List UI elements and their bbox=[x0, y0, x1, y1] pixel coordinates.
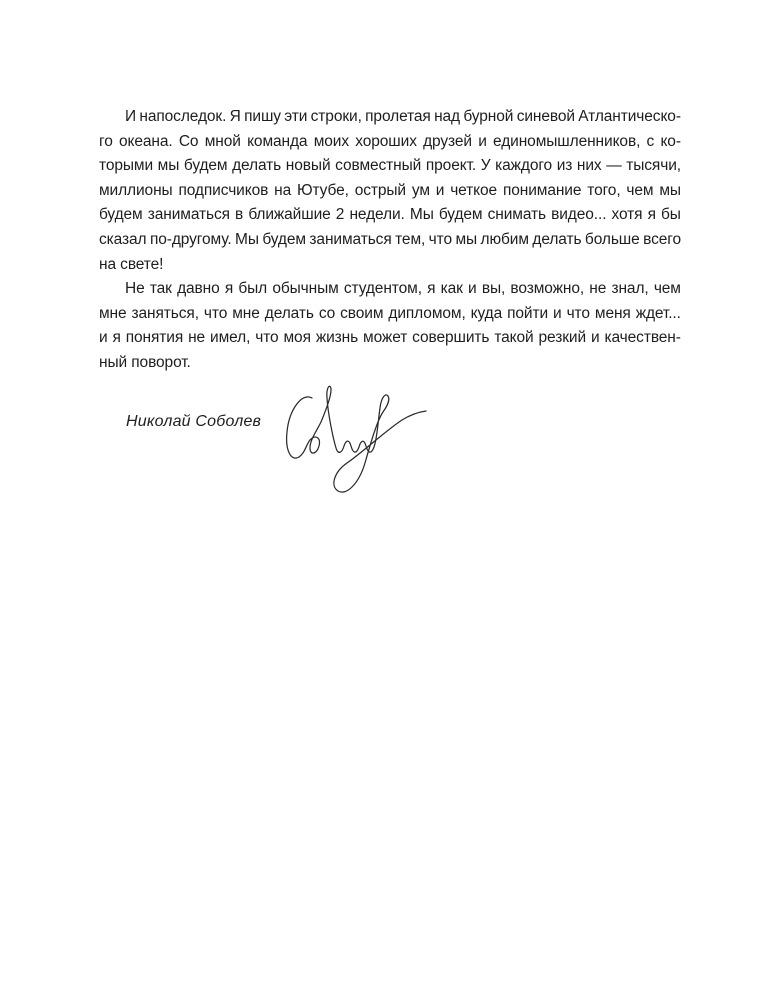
text-line: на свете! bbox=[99, 255, 164, 273]
text-line: мне заняться, что мне делать со своим дипломом, куда пойти и что меня ждет... bbox=[99, 304, 681, 322]
text-line: миллионы подписчиков на Ютубе, острый ум и четкое понимание того, чем мы bbox=[99, 181, 681, 199]
text-line: го океана. Со мной команда моих хороших друзей и единомышленников, с ко- bbox=[99, 132, 681, 150]
text-line: торыми мы будем делать новый совместный проект. У каждого из них — тысячи, bbox=[99, 157, 681, 175]
text-line: сказал по-другому. Мы будем заниматься тем, что мы любим делать больше всего bbox=[99, 230, 681, 248]
author-name: Николай Соболев bbox=[126, 413, 262, 430]
text-line: Не так давно я был обычным студентом, я как и вы, возможно, не знал, чем bbox=[125, 280, 681, 298]
body-text bbox=[99, 105, 681, 376]
signature-image bbox=[272, 370, 437, 505]
text-line: будем заниматься в ближайшие 2 недели. Мы будем снимать видео... хотя я бы bbox=[99, 206, 681, 224]
text-line: И напоследок. Я пишу эти строки, пролетая над бурной синевой Атлантическо- bbox=[125, 108, 681, 125]
text-line: и я понятия не имел, что моя жизнь может совершить такой резкий и качествен- bbox=[99, 329, 681, 347]
text-line: ный поворот. bbox=[99, 353, 191, 371]
